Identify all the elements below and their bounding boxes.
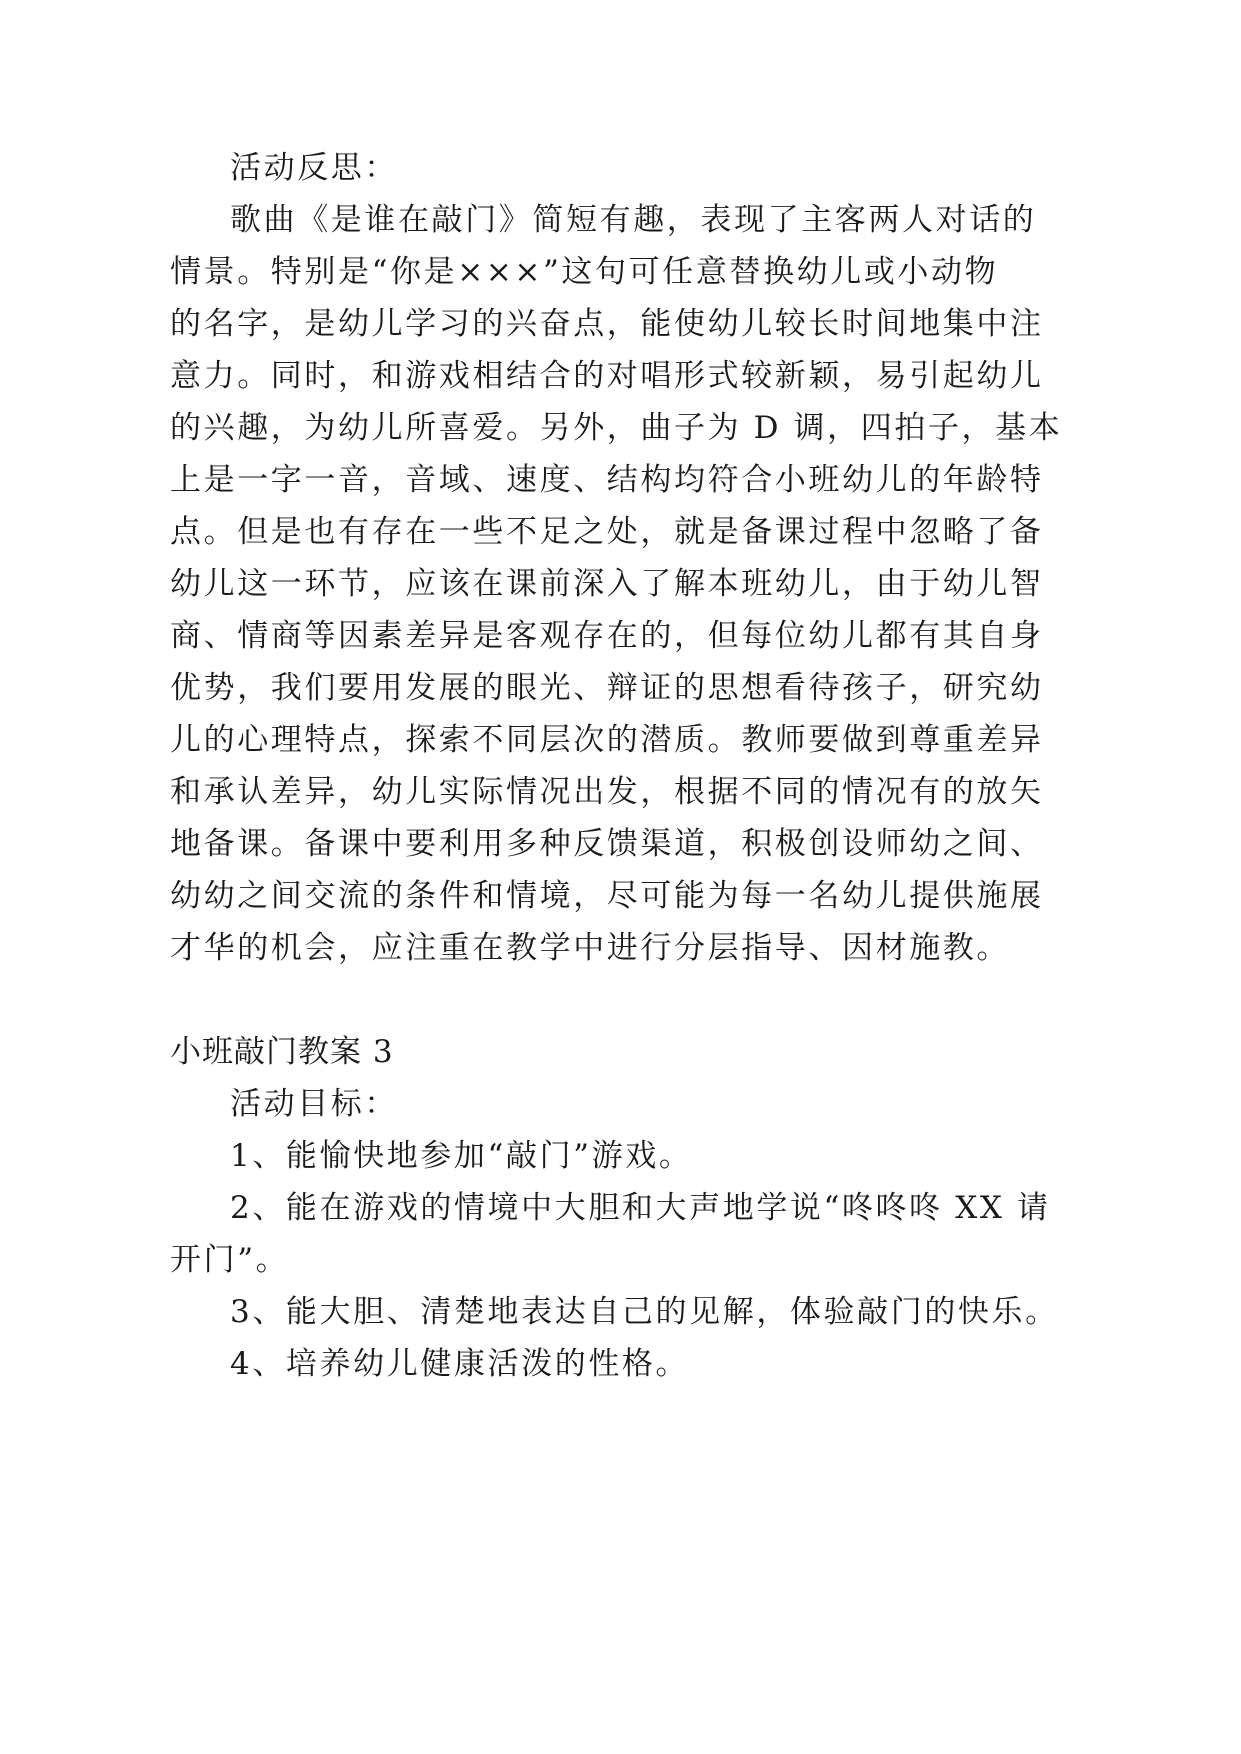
reflection-line: 才华的机会，应注重在教学中进行分层指导、因材施教。 <box>170 930 1010 966</box>
goals-heading: 活动目标： <box>230 1086 398 1122</box>
reflection-line: 优势，我们要用发展的眼光、辩证的思想看待孩子，研究幼 <box>170 670 1044 706</box>
goal-item: 1、能愉快地参加“敲门”游戏。 <box>230 1138 693 1174</box>
reflection-line: 地备课。备课中要利用多种反馈渠道，积极创设师幼之间、 <box>170 826 1044 862</box>
reflection-line: 情景。特别是“你是×××”这句可任意替换幼儿或小动物 <box>170 254 999 290</box>
goal-item: 4、培养幼儿健康活泼的性格。 <box>230 1346 690 1382</box>
reflection-line: 和承认差异，幼儿实际情况出发，根据不同的情况有的放矢 <box>170 774 1044 810</box>
reflection-heading: 活动反思： <box>230 150 398 186</box>
reflection-line: 歌曲《是谁在敲门》简短有趣，表现了主客两人对话的 <box>230 202 1037 238</box>
reflection-line: 幼儿这一环节，应该在课前深入了解本班幼儿，由于幼儿智 <box>170 566 1044 602</box>
goal-item: 2、能在游戏的情境中大胆和大声地学说“咚咚咚 XX 请 <box>230 1190 1051 1226</box>
reflection-line: 幼幼之间交流的条件和情境，尽可能为每一名幼儿提供施展 <box>170 878 1044 914</box>
reflection-line: 的名字，是幼儿学习的兴奋点，能使幼儿较长时间地集中注 <box>170 306 1044 342</box>
lesson-title: 小班敲门教案 3 <box>170 1034 394 1070</box>
reflection-line: 上是一字一音，音域、速度、结构均符合小班幼儿的年龄特 <box>170 462 1044 498</box>
reflection-line: 儿的心理特点，探索不同层次的潜质。教师要做到尊重差异 <box>170 722 1044 758</box>
reflection-line: 的兴趣，为幼儿所喜爱。另外，曲子为 D 调，四拍子，基本 <box>170 410 1063 446</box>
reflection-line: 意力。同时，和游戏相结合的对唱形式较新颖，易引起幼儿 <box>170 358 1044 394</box>
reflection-line: 商、情商等因素差异是客观存在的，但每位幼儿都有其自身 <box>170 618 1044 654</box>
goal-item-continuation: 开门”。 <box>170 1242 290 1278</box>
reflection-line: 点。但是也有存在一些不足之处，就是备课过程中忽略了备 <box>170 514 1044 550</box>
goal-item: 3、能大胆、清楚地表达自己的见解，体验敲门的快乐。 <box>230 1294 1059 1330</box>
